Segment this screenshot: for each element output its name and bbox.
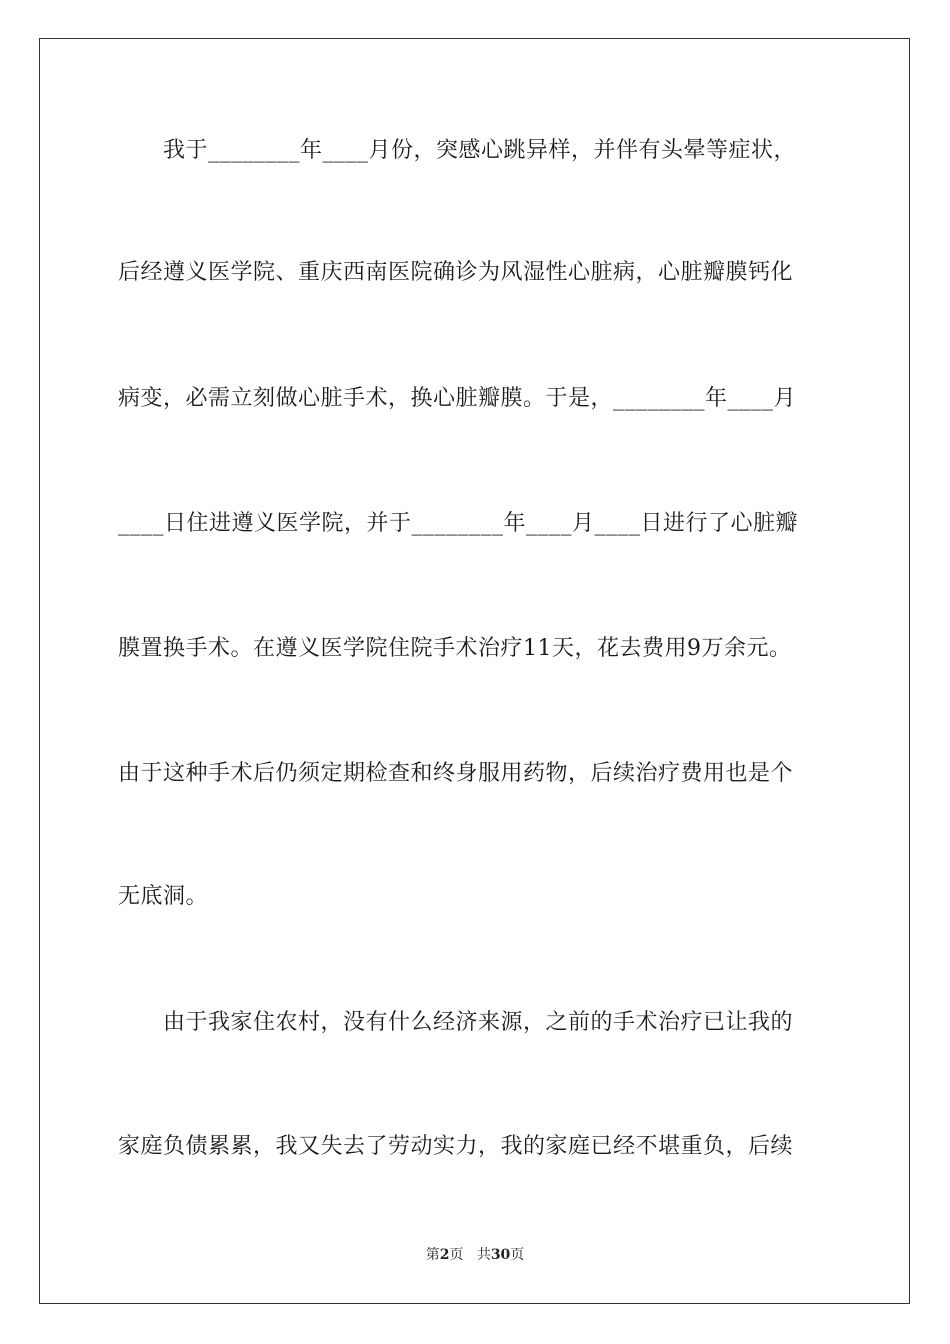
text-line: 病变，必需立刻做心脏手术，换心脏瓣膜。于是，________年____月 [118,386,797,411]
text-line: 由于我家住农村，没有什么经济来源，之前的手术治疗已让我的 [163,1010,794,1035]
text-line: 家庭负债累累，我又失去了劳动实力，我的家庭已经不堪重负，后续 [118,1134,794,1159]
text-line: 膜置换手术。在遵义医学院住院手术治疗11天，花去费用9万余元。 [118,636,792,661]
footer-page-number: 2 [439,1247,450,1263]
footer-total-pages: 30 [490,1247,511,1263]
footer-prefix: 第 [425,1247,440,1263]
page-footer [0,1245,950,1265]
text-line: 由于这种手术后仍须定期检查和终身服用药物，后续治疗费用也是个 [118,761,794,786]
footer-page-suffix: 页 [449,1247,464,1263]
text-line: 无底洞。 [118,884,209,909]
text-line: 我于________年____月份，突感心跳异样，并伴有头晕等症状， [163,138,797,163]
text-line: ____日住进遵义医学院，并于________年____月____日进行了心脏瓣 [118,511,799,536]
footer-total-prefix: 共 [476,1247,491,1263]
text-line: 后经遵义医学院、重庆西南医院确诊为风湿性心脏病，心脏瓣膜钙化 [118,260,794,285]
footer-total-suffix: 页 [510,1247,525,1263]
page-border [39,38,910,1304]
